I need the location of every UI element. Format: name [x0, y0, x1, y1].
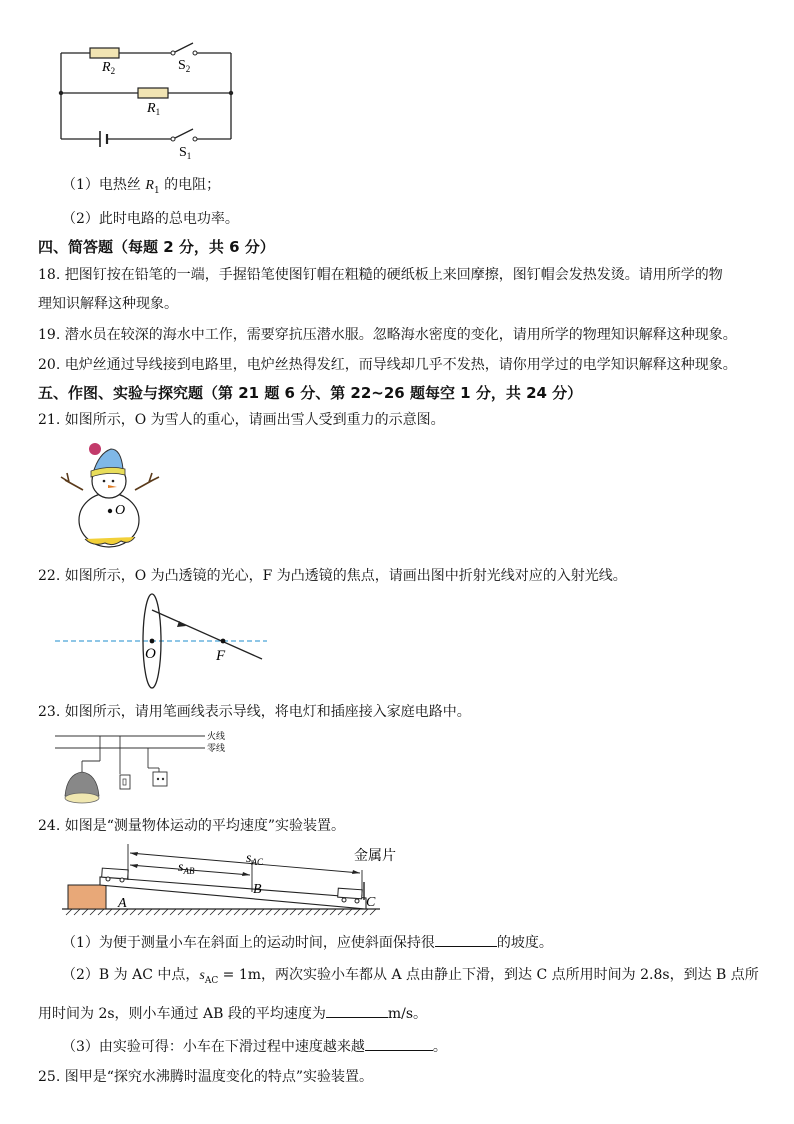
answer-blank-2[interactable] — [326, 1003, 388, 1018]
label-point-b: B — [253, 882, 262, 897]
q17-part1: （1）电热丝 $R_1$ 的电阻； — [62, 177, 221, 196]
incline-diagram — [60, 840, 400, 920]
q24-part2-line2: 用时间为 2s，则小车通过 AB 段的平均速度为 m/s。 — [38, 1003, 427, 1023]
snowman-label-o: O — [115, 503, 126, 518]
q18-line2: 理知识解释这种现象。 — [38, 296, 178, 312]
answer-blank-1[interactable] — [435, 932, 497, 947]
q24-part3: （3）由实验可得：小车在下滑过程中速度越来越 。 — [62, 1036, 447, 1056]
label-point-a: A — [118, 896, 127, 911]
lens-label-o: O — [145, 646, 156, 662]
q18-line1: 18. 把图钉按在铅笔的一端，手握铅笔使图钉帽在粗糙的硬纸板上来回摩擦，图钉帽会发热发烫。请用所学的物 — [38, 267, 723, 283]
label-neutral-wire: 零线 — [207, 743, 226, 753]
q21-text: 21. 如图所示，O 为雪人的重心，请画出雪人受到重力的示意图。 — [38, 412, 445, 428]
q25-text: 25. 图甲是“探究水沸腾时温度变化的特点”实验装置。 — [38, 1069, 374, 1085]
label-point-c: C — [366, 895, 376, 910]
circuit-diagram — [50, 38, 250, 168]
q20-text: 20. 电炉丝通过导线接到电路里，电炉丝热得发红，而导线却几乎不发热，请你用学过的电学知识解释这种现象。 — [38, 357, 737, 373]
resistor-r1 — [138, 88, 168, 98]
label-r1: $R_1$ — [147, 101, 161, 117]
resistor-r2 — [90, 48, 119, 58]
label-s1: $S_1$ — [179, 145, 192, 161]
label-r2: $R_2$ — [102, 60, 116, 76]
label-s2: $S_2$ — [178, 58, 191, 74]
label-metal-plate: 金属片 — [354, 849, 396, 864]
lens-label-f: F — [216, 648, 226, 664]
household-circuit — [55, 728, 245, 808]
q22-text: 22. 如图所示，O 为凸透镜的光心，F 为凸透镜的焦点，请画出图中折射光线对应的入射光线。 — [38, 568, 627, 584]
q24-part1: （1）为便于测量小车在斜面上的运动时间，应使斜面保持很 的坡度。 — [62, 932, 553, 952]
section-title-5: 五、作图、实验与探究题（第 21 题 6 分、第 22~26 题每空 1 分，共 24 分） — [38, 384, 583, 402]
q24-text: 24. 如图是“测量物体运动的平均速度”实验装置。 — [38, 818, 346, 834]
label-live-wire: 火线 — [207, 731, 226, 741]
q17-part2: （2）此时电路的总电功率。 — [62, 211, 239, 227]
section-title-4: 四、简答题（每题 2 分，共 6 分） — [38, 238, 275, 256]
q24-part2: （2）B 为 AC 中点，$s_{AC} = 1m$，两次实验小车都从 A 点由静止下滑，到达 C 点所用时间为 2.8s，到达 B 点所 — [62, 967, 759, 986]
label-sab: $s_{AB}$ — [178, 860, 195, 876]
lens-diagram — [55, 590, 275, 696]
answer-blank-3[interactable] — [365, 1036, 433, 1051]
label-sac: $s_{AC}$ — [246, 851, 263, 867]
q19-text: 19. 潜水员在较深的海水中工作，需要穿抗压潜水服。忽略海水密度的变化，请用所学的物理知识解释这种现象。 — [38, 327, 737, 343]
snowman-figure — [55, 435, 165, 555]
q23-text: 23. 如图所示，请用笔画线表示导线，将电灯和插座接入家庭电路中。 — [38, 704, 471, 720]
